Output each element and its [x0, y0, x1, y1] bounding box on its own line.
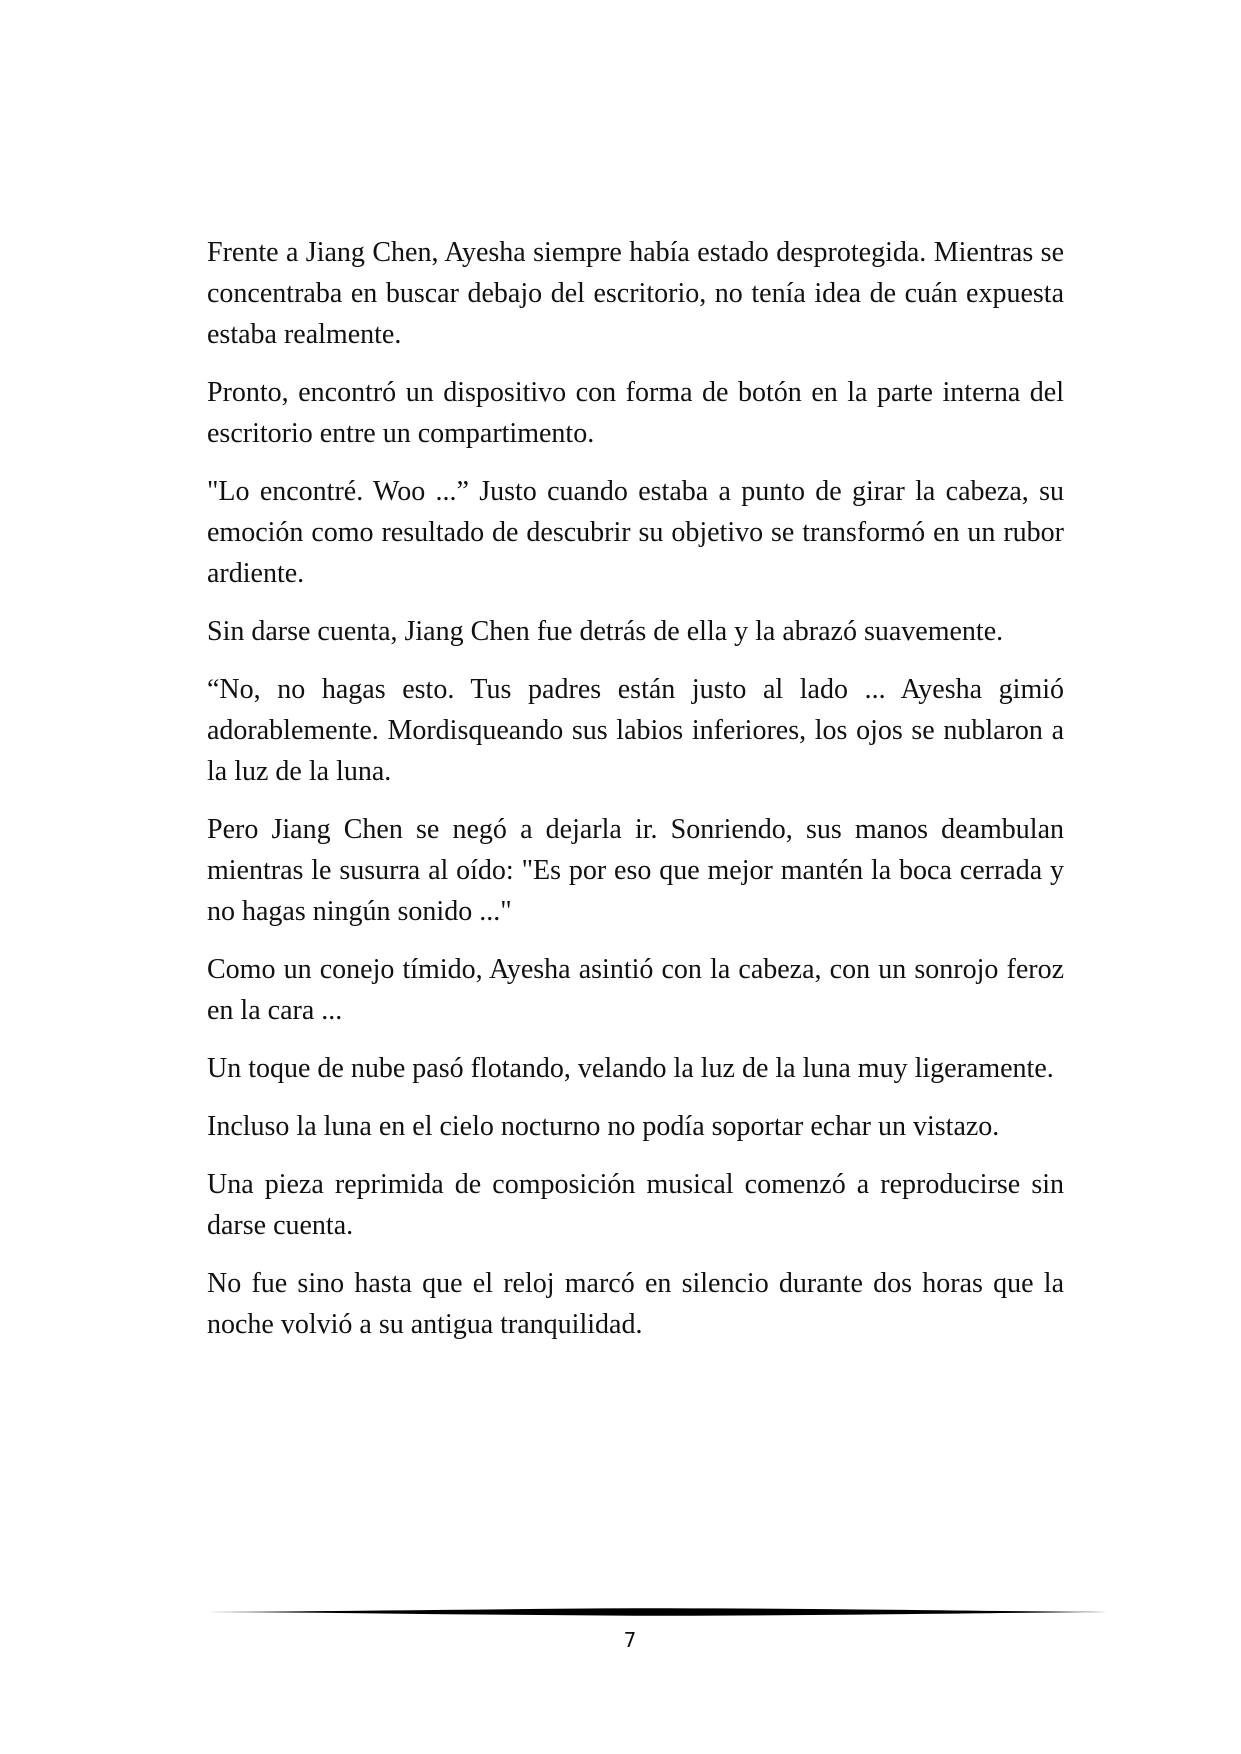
paragraph: No fue sino hasta que el reloj marcó en silencio durante dos horas que la noche volvió a su antigua tranquilidad.: [207, 1268, 1064, 1340]
paragraph: Pero Jiang Chen se negó a dejarla ir. Sonriendo, sus manos deambulan mientras le susurra al oído: "Es por eso que mejor mantén la boca cerrada y no hagas ningún sonido ...": [207, 814, 1064, 927]
paragraph: Sin darse cuenta, Jiang Chen fue detrás de ella y la abrazó suavemente.: [207, 616, 1004, 647]
body-text: [207, 232, 1064, 1362]
paragraph: Pronto, encontró un dispositivo con forma de botón en la parte interna del escritorio entre un compartimento.: [207, 377, 1064, 449]
paragraph: Un toque de nube pasó flotando, velando la luz de la luna muy ligeramente.: [207, 1053, 1054, 1084]
paragraph: Como un conejo tímido, Ayesha asintió con la cabeza, con un sonrojo feroz en la cara ...: [207, 954, 1064, 1026]
footer-rule: [207, 1606, 1107, 1618]
paragraph: Frente a Jiang Chen, Ayesha siempre había estado desprotegida. Mientras se concentraba en buscar debajo del escritorio, no tenía idea de cuán expuesta estaba realmente.: [207, 237, 1064, 350]
page-number: 7: [623, 1628, 637, 1652]
footer-rule-shape: [207, 1608, 1107, 1616]
paragraph: "Lo encontré. Woo ...” Justo cuando estaba a punto de girar la cabeza, su emoción como resultado de descubrir su objetivo se transformó en un rubor ardiente.: [207, 476, 1064, 589]
paragraph: Incluso la luna en el cielo nocturno no podía soportar echar un vistazo.: [207, 1111, 1000, 1142]
paragraph: Una pieza reprimida de composición musical comenzó a reproducirse sin darse cuenta.: [207, 1169, 1064, 1241]
paragraph: “No, no hagas esto. Tus padres están justo al lado ... Ayesha gimió adorablemente. Mordisqueando sus labios inferiores, los ojos se nublaron a la luz de la luna.: [207, 674, 1064, 787]
